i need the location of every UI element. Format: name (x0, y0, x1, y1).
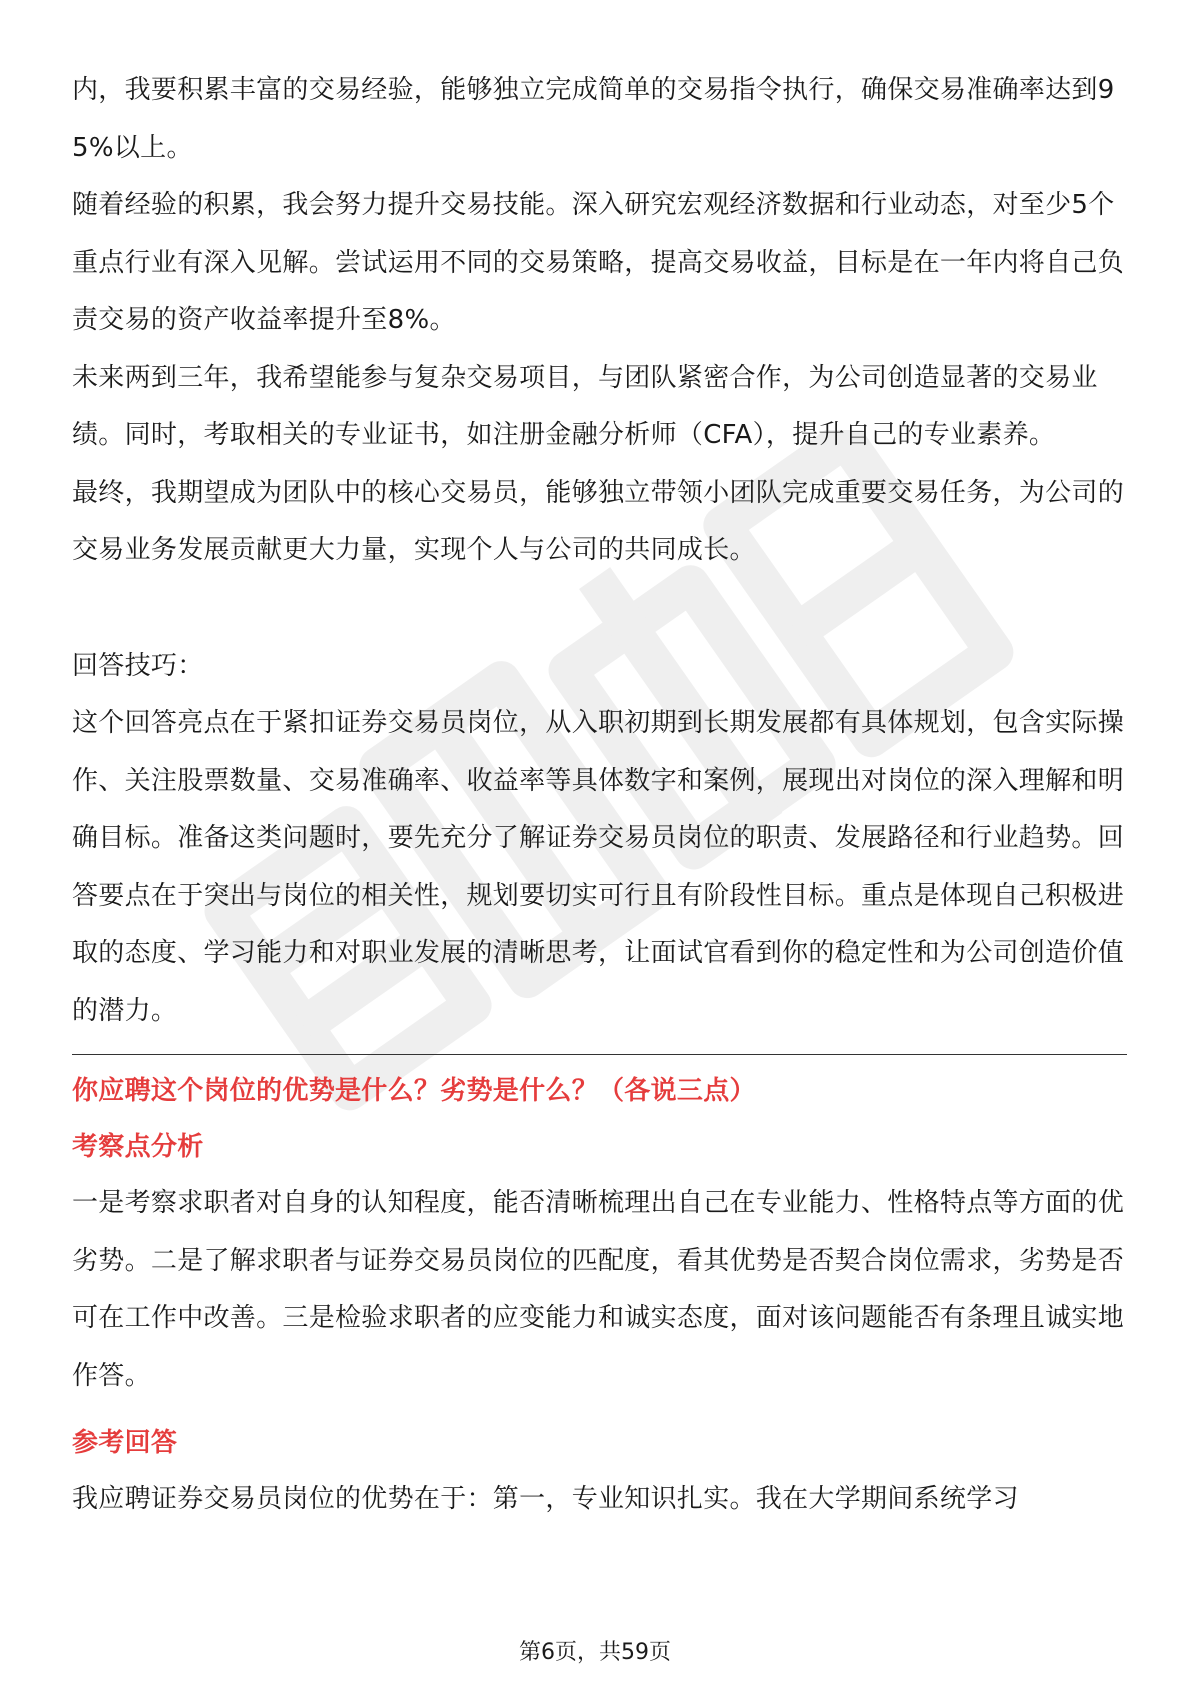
tips-text: 这个回答亮点在于紧扣证券交易员岗位，从入职初期到长期发展都有具体规划，包含实际操作、关注股票数量、交易准确率、收益率等具体数字和案例，展现出对岗位的深入理解和明确目标。准备这类问题时，要先充分了解证券交易员岗位的职责、发展路径和行业趋势。回答要点在于突出与岗位的相关性，规划要切实可行且有阶段性目标。重点是体现自己积极进取的态度、学习能力和对职业发展的清晰思考，让面试官看到你的稳定性和为公司创造价值的潜力。 (72, 708, 1125, 1026)
section-divider (72, 1054, 1127, 1055)
page-content (72, 62, 1127, 1529)
answer-text: 我应聘证券交易员岗位的优势在于：第一，专业知识扎实。我在大学期间系统学习 (72, 1484, 1019, 1514)
analysis-heading: 考察点分析 (72, 1132, 204, 1162)
paragraph-skill-growth: 随着经验的积累，我会努力提升交易技能。深入研究宏观经济数据和行业动态，对至少5个重点行业有深入见解。尝试运用不同的交易策略，提高交易收益，目标是在一年内将自己负责交易的资产收益率提升至8%。 (72, 190, 1125, 335)
analysis-text: 一是考察求职者对自身的认知程度，能否清晰梳理出自己在专业能力、性格特点等方面的优劣势。二是了解求职者与证券交易员岗位的匹配度，看其优势是否契合岗位需求，劣势是否可在工作中改善。三是检验求职者的应变能力和诚实态度，面对该问题能否有条理且诚实地作答。 (72, 1188, 1125, 1391)
paragraph-long-term-goal: 最终，我期望成为团队中的核心交易员，能够独立带领小团队完成重要交易任务，为公司的交易业务发展贡献更大力量，实现个人与公司的共同成长。 (72, 477, 1125, 565)
paragraph-mid-term-plan: 未来两到三年，我希望能参与复杂交易项目，与团队紧密合作，为公司创造显著的交易业绩。同时，考取相关的专业证书，如注册金融分析师（CFA），提升自己的专业素养。 (72, 362, 1098, 450)
question-title: 你应聘这个岗位的优势是什么？劣势是什么？（各说三点） (72, 1076, 756, 1106)
answer-heading: 参考回答 (72, 1428, 178, 1458)
tips-label: 回答技巧： (72, 650, 204, 681)
paragraph-short-term-goal: 内，我要积累丰富的交易经验，能够独立完成简单的交易指令执行，确保交易准确率达到95%以上。 (72, 75, 1115, 163)
page-number: 第6页，共59页 (519, 1640, 671, 1665)
section-gap (72, 1405, 1127, 1415)
paragraph-spacer (72, 580, 1127, 638)
